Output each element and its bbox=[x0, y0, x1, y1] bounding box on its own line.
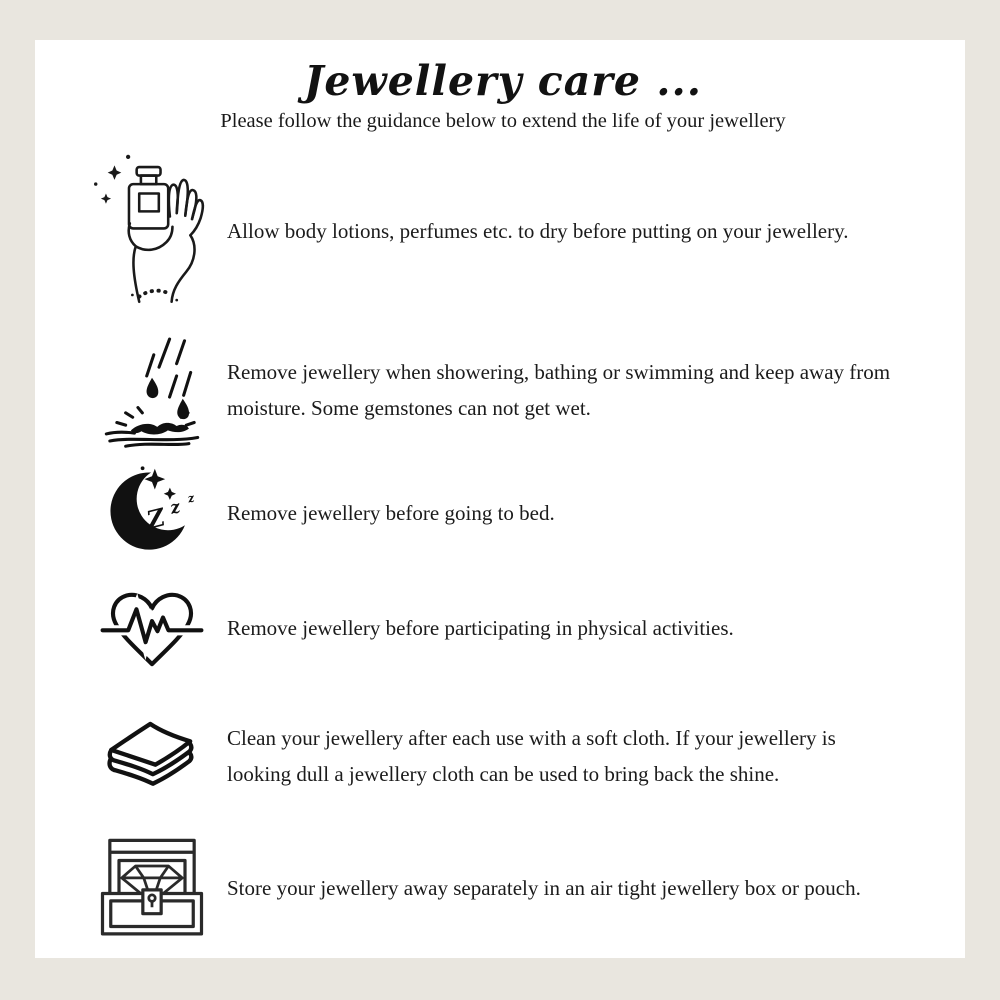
perfume-hand-icon bbox=[88, 150, 216, 312]
zzz-glyph: Z bbox=[143, 502, 168, 536]
care-row-water bbox=[77, 323, 929, 457]
care-row-lotions bbox=[77, 139, 929, 323]
care-row-storage bbox=[77, 825, 929, 951]
jewellery-box-icon bbox=[97, 834, 207, 942]
icon-box bbox=[77, 834, 227, 942]
page-title: Jewellery care ... bbox=[303, 57, 703, 105]
heartbeat-icon bbox=[97, 580, 207, 676]
zzz-glyph: z bbox=[186, 490, 196, 506]
icon-box bbox=[77, 150, 227, 312]
care-card bbox=[35, 40, 965, 958]
care-text: Remove jewellery before participating in physical activities. bbox=[227, 616, 734, 641]
icon-box bbox=[77, 465, 227, 561]
icon-box bbox=[77, 580, 227, 676]
water-splash-icon bbox=[99, 332, 205, 448]
cloth-stack-icon bbox=[100, 709, 204, 803]
icon-box bbox=[77, 709, 227, 803]
care-text: Allow body lotions, perfumes etc. to dry before putting on your jewellery. bbox=[227, 219, 849, 244]
zzz-glyph: z bbox=[167, 496, 183, 519]
care-rows bbox=[77, 139, 929, 951]
care-row-sleep bbox=[77, 457, 929, 569]
care-row-cloth bbox=[77, 687, 929, 825]
care-text: Store your jewellery away separately in an air tight jewellery box or pouch. bbox=[227, 876, 861, 901]
icon-box bbox=[77, 332, 227, 448]
care-text: Clean your jewellery after each use with a soft cloth. If your jewellery is looking dull a jewellery cloth can be used to bring back the shine. bbox=[227, 726, 836, 787]
care-text: Remove jewellery when showering, bathing or swimming and keep away from moisture. Some gemstones can not get wet. bbox=[227, 360, 891, 421]
moon-sleep-icon bbox=[100, 465, 204, 561]
page-subtitle: Please follow the guidance below to extend the life of your jewellery bbox=[220, 110, 786, 133]
care-text: Remove jewellery before going to bed. bbox=[227, 501, 555, 526]
care-row-activities bbox=[77, 569, 929, 687]
